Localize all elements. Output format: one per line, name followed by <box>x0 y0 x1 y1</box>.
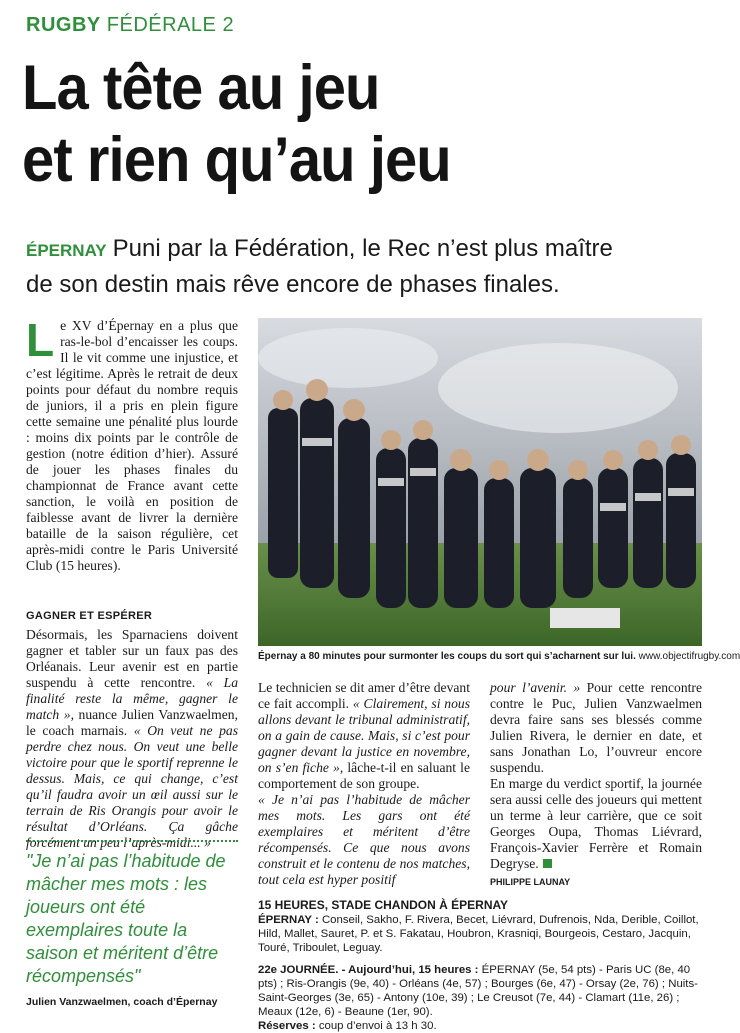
kicker-division: FÉDÉRALE 2 <box>106 14 235 36</box>
col2-text-a: Le technicien se dit amer d’être devant ce fait accompli. <box>258 680 470 711</box>
subhead: GAGNER ET ESPÉRER <box>26 610 153 622</box>
reserves-label: Réserves : <box>258 1020 316 1032</box>
col2-text-b: lâche-t-il en saluant le comportement de son groupe. <box>258 760 470 791</box>
team-label: ÉPERNAY : <box>258 914 319 926</box>
round-label: 22e JOURNÉE. - Aujourd’hui, 15 heures : <box>258 964 479 976</box>
team-lineup: Conseil, Sakho, F. Rivera, Becet, Liévrard, Dufrenois, Nda, Derible, Coillot, Hild, Mallet, Sauret, P. et S. Fakatau, Houbron, Krasniqi, Bourgeois, Cestaro, Jacquin, Touré, Triboulet, Leguay. <box>258 914 699 954</box>
headline <box>22 52 648 196</box>
reserves-text: coup d’envoi à 13 h 30. <box>318 1020 437 1032</box>
article-column-1-continued <box>26 598 238 851</box>
col3-text-b: En marge du verdict sportif, la journée sera aussi celle des joueurs qui mettent un terme à leur carrière, que ce soit Georges Oupa, Thomas Liévrard, François-Xavier Ferrère et Romain Degryse. <box>490 776 702 871</box>
author-signature: PHILIPPE LAUNAY <box>490 877 571 887</box>
headline-line-1: La tête au jeu <box>22 53 380 123</box>
section-kicker <box>26 14 234 37</box>
paragraph-2a: Désormais, les Sparnaciens doivent gagner et tabler sur un faux pas des Orléanais. Leur avenir est en partie suspendu à cette rencontre. <box>26 627 238 690</box>
caption-text: Épernay a 80 minutes pour surmonter les coups du sort qui s’acharnent sur lui. <box>258 651 636 662</box>
info-title: 15 HEURES, STADE CHANDON À ÉPERNAY <box>258 898 509 912</box>
round-fixtures: ÉPERNAY (5e, 54 pts) - Paris UC (8e, 40 pts) ; Ris-Orangis (9e, 40) - Orléans (4e, 57) ; Bourges (6e, 47) - Orsay (2e, 76) ; Nuits-Saint-Georges (3e, 65) - Antony (10e, 39) ; Le Creusot (7e, 44) - Clamart (11e, 26) ; Meaux (12e, 6) - Beaune (1er, 90). <box>258 964 698 1018</box>
col2-quote-1: « Clairement, si nous allons devant le tribunal administratif, on a gain de cause. Mais, si c’est pour gagner devant la justice en novembre, on s’en fiche », <box>258 696 470 775</box>
quote-2: « On veut ne pas perdre chez nous. On veut une belle victoire pour que le sportif reprenne le dessus. Mais, ce qui change, c’est qu’il faudra avoir un œil aussi sur le terrain de Ris Orangis pour avoir le résultat d’Orléans. Ça gâche forcément un peu l’après-midi... » <box>26 723 238 850</box>
pull-quote: "Je n’ai pas l’habitude de mâcher mes mots : les joueurs ont été exemplaires toute la saison et méritent d’être récompensés" <box>26 851 226 986</box>
deck <box>26 232 706 302</box>
col3-quote: pour l’avenir. » <box>490 680 581 695</box>
col2-quote-2: « Je n’ai pas l’habitude de mâcher mes mots. Les gars ont été exemplaires et méritent d’être récompensés. Ce que nous avons construit et le contenu de nos matches, tout cela est hyper positif <box>258 792 470 887</box>
paragraph-2b: nuance Julien Vanzwaelmen, le coach marnais. <box>26 707 238 738</box>
team-huddle-photo <box>258 318 702 646</box>
photo-credit: www.objectifrugby.com <box>638 651 740 662</box>
article-column-2 <box>258 680 470 888</box>
photo-illustration <box>258 318 702 646</box>
deck-line-2: de son destin mais rêve encore de phases finales. <box>26 271 560 298</box>
col3-text-a: Pour cette rencontre contre le Puc, Julien Vanzwaelmen devra faire sans ses blessés comme Julien Rivera, le dernier en date, et sans Jonathan Lo, l’ouvreur encore suspendu. <box>490 680 702 775</box>
article-column-1 <box>26 314 238 574</box>
drop-cap: L <box>26 314 55 366</box>
deck-line-1: Puni par la Fédération, le Rec n’est plus maître <box>112 235 613 262</box>
end-mark-icon <box>543 859 552 868</box>
divider <box>26 840 238 842</box>
match-info-box <box>258 898 704 1033</box>
intro-paragraph: e XV d’Épernay en a plus que ras-le-bol d’encaisser les coups. Il le vit comme une injustice, et c’est légitime. Après le retrait de deux points pour défaut du nombre requis de juniors, il a pris en plein figure cette semaine une pénalité plus lourde : moins dix points par le contrôle de gestion (notre édition d’hier). Assuré de jouer les phases finales du championnat de France avant cette sanction, le voilà en position de faiblesse avant de livrer la dernière bataille de la saison régulière, cet après-midi contre le Paris Université Club (15 heures). <box>26 318 238 573</box>
deck-place: ÉPERNAY <box>26 241 107 260</box>
article-column-3 <box>490 680 702 890</box>
headline-line-2: et rien qu’au jeu <box>22 125 451 195</box>
pull-quote-attribution: Julien Vanzwaelmen, coach d’Épernay <box>26 996 218 1008</box>
photo-caption <box>258 651 740 662</box>
kicker-sport: RUGBY <box>26 14 101 36</box>
quote-1: « La finalité reste la même, gagner le match », <box>26 675 238 722</box>
